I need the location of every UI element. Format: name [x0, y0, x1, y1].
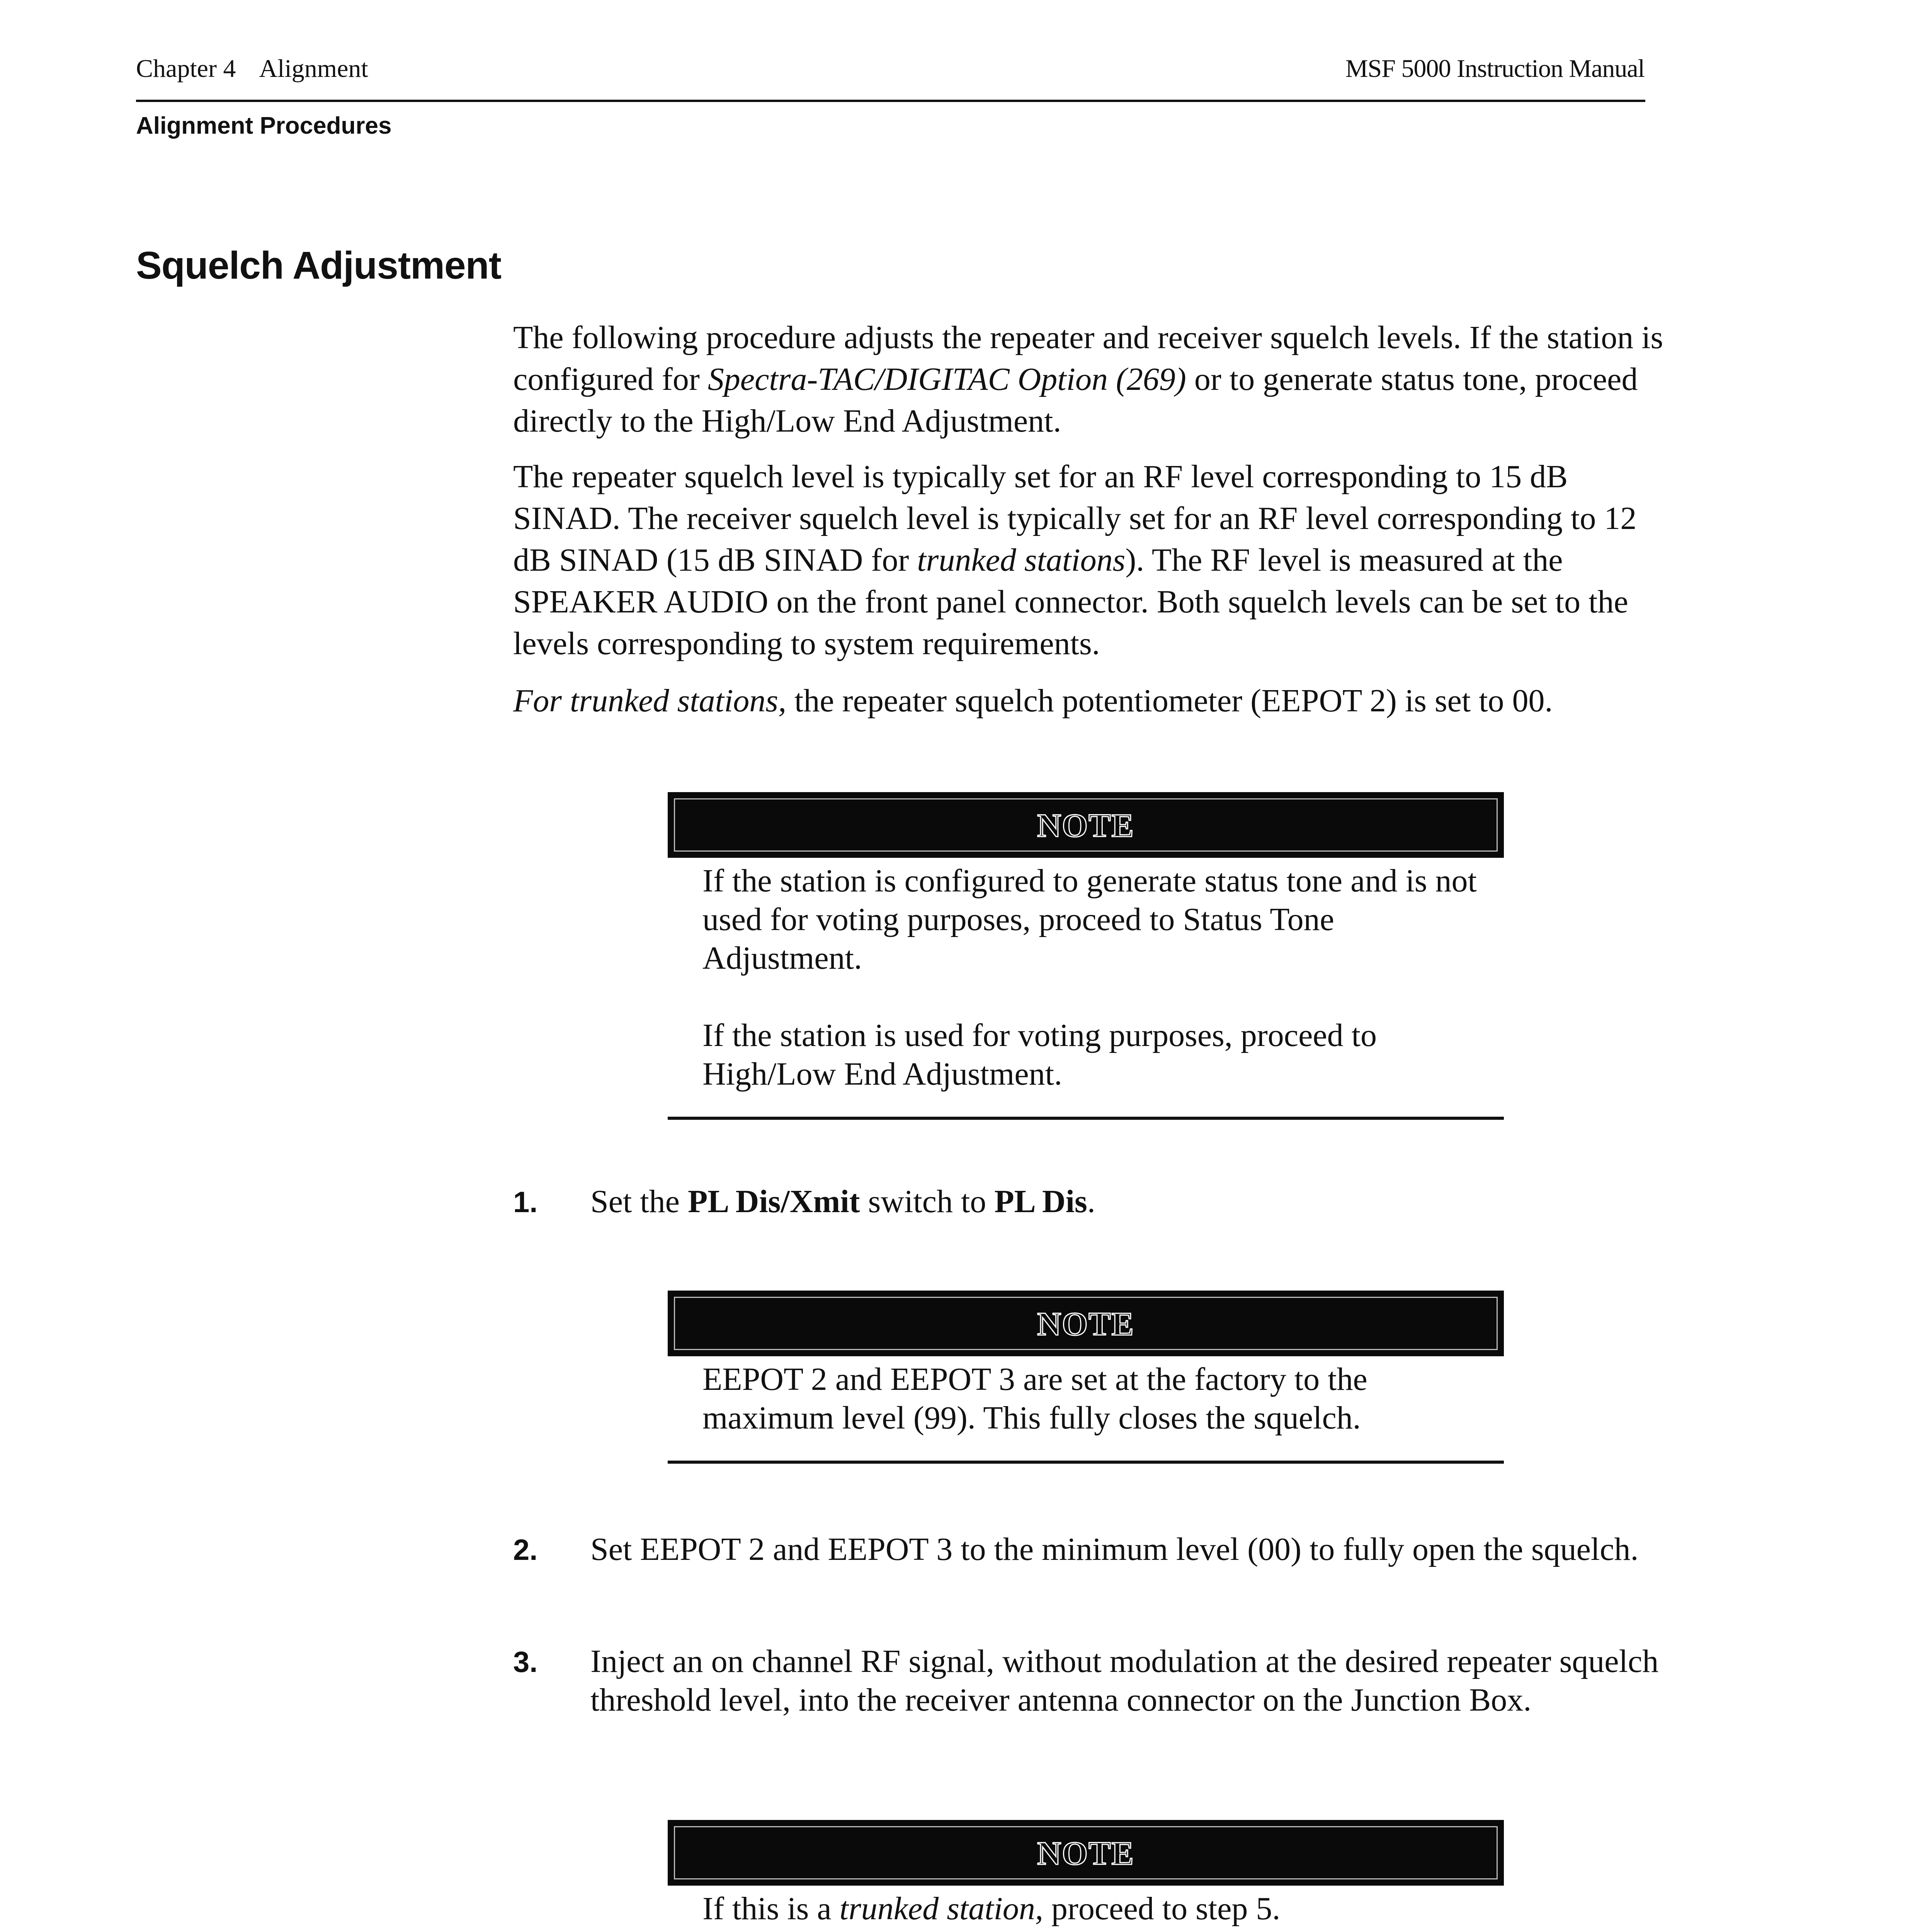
step-1: [513, 1182, 1665, 1221]
step-2: [513, 1530, 1665, 1569]
emphasis: trunked stations: [917, 542, 1126, 578]
step-number: 1.: [513, 1186, 538, 1219]
note-box-2: [668, 1291, 1504, 1464]
note-box-1: [668, 792, 1504, 1120]
note-rule: [668, 1461, 1504, 1464]
running-header-subheading: Alignment Procedures: [136, 112, 392, 139]
text: ). The RF level is measured at the SPEAKER AUDIO on the front panel connector. Both squelch levels can be set to the levels corresponding to system requirements.: [513, 542, 1628, 662]
chapter-title: Alignment: [259, 54, 368, 83]
note-banner: [668, 1820, 1504, 1886]
option-name: Spectra-TAC/DIGITAC Option (269): [707, 361, 1186, 397]
note-text: If the station is used for voting purposes, proceed to High/Low End Adjustment.: [702, 1017, 1377, 1092]
text: The repeater squelch level is typically set for an RF level corresponding to 15 dB SINAD. The receiver squelch level is typically set for an RF level corresponding to 12 dB SINAD (15 dB SINAD for: [513, 459, 1637, 578]
step-text: Inject an on channel RF signal, without modulation at the desired repeater squelch threshold level, into the receiver antenna connector on the Junction Box.: [590, 1643, 1659, 1718]
step-number: 3.: [513, 1646, 538, 1679]
running-header-manual-title: MSF 5000 Instruction Manual: [1345, 54, 1645, 83]
running-header-chapter: [136, 54, 368, 83]
chapter-number: Chapter 4: [136, 54, 236, 83]
note-text: If the station is configured to generate status tone and is not used for voting purposes, proceed to Status Tone Adjustment.: [702, 863, 1477, 976]
step-number: 2.: [513, 1534, 538, 1566]
intro-paragraph-3: [513, 680, 1665, 722]
note-label: NOTE: [1037, 1305, 1134, 1342]
text: The following procedure adjusts the repeater and receiver squelch levels. If the station is configured for: [513, 320, 1663, 397]
note-box-3: [668, 1820, 1504, 1932]
note-rule: [668, 1117, 1504, 1120]
step-3: [513, 1642, 1665, 1719]
text: or to generate status tone, proceed directly to the High/Low End Adjustment.: [513, 361, 1638, 439]
intro-paragraph-2: [513, 456, 1665, 665]
note-label: NOTE: [1037, 807, 1134, 844]
emphasis: For trunked stations,: [513, 683, 786, 719]
header-rule: [136, 100, 1645, 102]
intro-paragraph-1: [513, 317, 1665, 442]
note-text: If this is a trunked station, proceed to step 5.: [702, 1891, 1281, 1927]
step-text: Set EEPOT 2 and EEPOT 3 to the minimum level (00) to fully open the squelch.: [590, 1531, 1639, 1567]
note-banner: [668, 792, 1504, 858]
note-banner: [668, 1291, 1504, 1356]
note-text: EEPOT 2 and EEPOT 3 are set at the factory to the maximum level (99). This fully closes the squelch.: [702, 1361, 1367, 1436]
step-text: Set the PL Dis/Xmit switch to PL Dis.: [590, 1184, 1095, 1219]
section-title: Squelch Adjustment: [136, 244, 502, 287]
text: the repeater squelch potentiometer (EEPOT 2) is set to 00.: [786, 683, 1553, 719]
note-label: NOTE: [1037, 1835, 1134, 1872]
